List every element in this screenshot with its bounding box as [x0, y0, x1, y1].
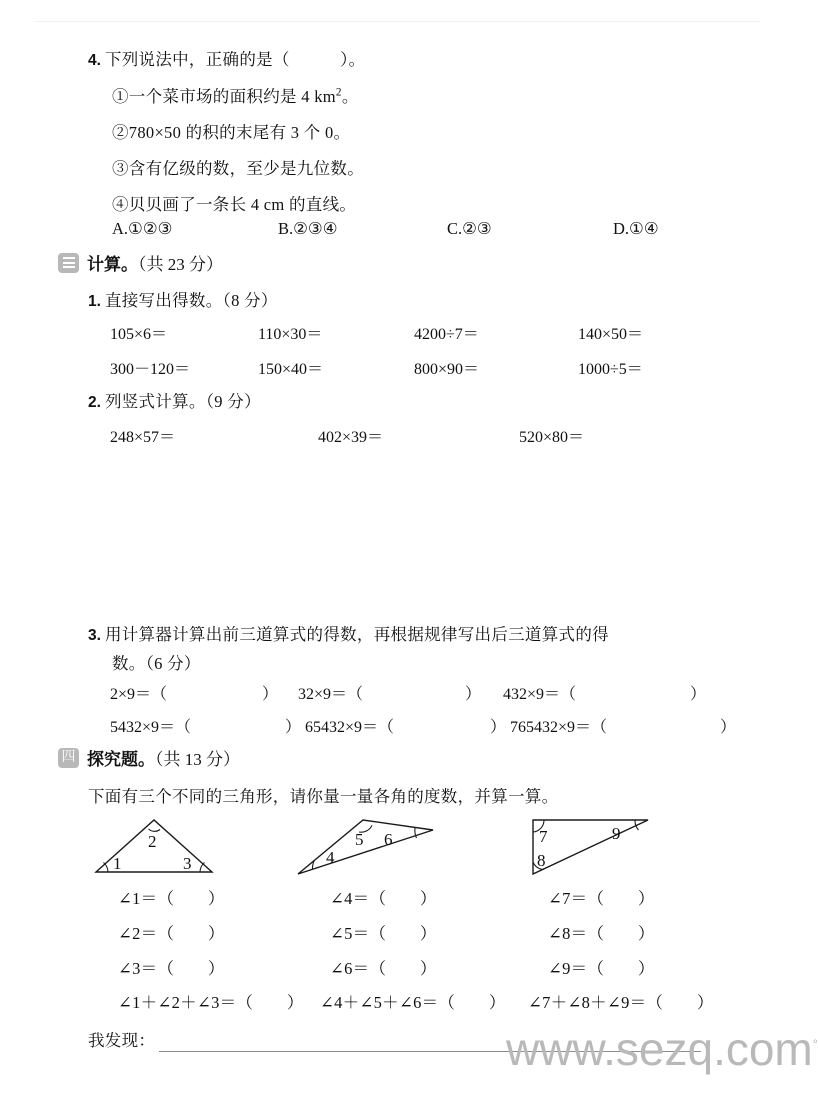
angle-label-3: 3 — [183, 854, 192, 873]
angle-question-1[interactable]: ∠1＝（ ） — [118, 889, 225, 908]
item-3-number: 3. — [88, 627, 101, 644]
question-4-option-c[interactable]: C.②③ — [447, 219, 492, 238]
angle-question-9[interactable]: ∠9＝（ ） — [548, 959, 655, 978]
angle-label-2: 2 — [148, 832, 157, 851]
angle-label-7: 7 — [539, 827, 548, 846]
item-2-number: 2. — [88, 394, 101, 411]
item-2-expr-1: 248×57＝ — [110, 429, 176, 446]
item-2-expr-2: 402×39＝ — [318, 429, 384, 446]
item-2-expr-3: 520×80＝ — [519, 429, 585, 446]
item-1-number: 1. — [88, 293, 101, 310]
question-4-option-d[interactable]: D.①④ — [613, 219, 659, 238]
right-triangle-figure — [523, 812, 668, 880]
angle-sum-row-1[interactable]: ∠1＋∠2＋∠3＝（ ） — [118, 993, 304, 1012]
item-3-row1-expr-3: 432×9＝（ — [503, 686, 577, 703]
question-4-stem-row — [88, 46, 366, 70]
item-1-row1-expr-1: 105×6＝ — [110, 326, 168, 343]
question-4-option-a[interactable]: A.①②③ — [112, 219, 173, 238]
question-4-option-b[interactable]: B.②③④ — [278, 219, 338, 238]
item-1-text: 直接写出得数。 — [104, 291, 223, 310]
angle-question-6[interactable]: ∠6＝（ ） — [330, 959, 437, 978]
section-4-title — [87, 745, 240, 770]
obtuse-thin-triangle-figure — [293, 812, 453, 880]
angle-question-5[interactable]: ∠5＝（ ） — [330, 924, 437, 943]
angle-sum-row-2[interactable]: ∠4＋∠5＋∠6＝（ ） — [320, 993, 506, 1012]
bars-glyph — [63, 257, 75, 268]
section-3-item-3-heading — [88, 621, 609, 645]
scan-ghost-artifact — [62, 450, 77, 519]
item-3-row1-close-3: ） — [690, 686, 707, 703]
angle-question-3[interactable]: ∠3＝（ ） — [118, 959, 225, 978]
top-divider-rule — [34, 21, 760, 22]
question-4-stem: 下列说法中，正确的是（ ）。 — [104, 50, 366, 69]
section-4-points: （共 13 分） — [155, 750, 240, 769]
item-1-row2-expr-4: 1000÷5＝ — [578, 361, 643, 378]
section-3-item-1-heading — [88, 287, 278, 311]
angle-label-8: 8 — [537, 851, 546, 870]
item-3-row1-close-1: ） — [262, 686, 279, 703]
angle-label-5: 5 — [355, 830, 364, 849]
item-1-row1-expr-2: 110×30＝ — [258, 326, 323, 343]
item-1-row2-expr-1: 300－120＝ — [110, 361, 191, 378]
section-3-item-3-heading-line-2 — [112, 650, 201, 674]
item-3-row2-close-1: ） — [285, 719, 302, 736]
section-4-instruction: 下面有三个不同的三角形，请你量一量各角的度数，并算一算。 — [88, 787, 559, 806]
section-3-title-text: 计算。 — [87, 255, 138, 274]
statement-1-text: ①一个菜市场的面积约是 4 km — [112, 87, 336, 106]
section-3-item-2-heading — [88, 388, 261, 412]
angle-label-4: 4 — [326, 848, 335, 867]
item-3-row2-expr-1: 5432×9＝（ — [110, 719, 192, 736]
angle-question-4[interactable]: ∠4＝（ ） — [330, 889, 437, 908]
angle-label-1: 1 — [113, 854, 122, 873]
section-3-header — [58, 250, 223, 275]
angle-sum-row-3[interactable]: ∠7＋∠8＋∠9＝（ ） — [528, 993, 714, 1012]
discovery-label: 我发现： — [88, 1031, 156, 1050]
item-1-row2-expr-2: 150×40＝ — [258, 361, 324, 378]
section-3-title — [87, 250, 223, 275]
angle-question-8[interactable]: ∠8＝（ ） — [548, 924, 655, 943]
chinese-four-glyph: 四 — [61, 749, 76, 765]
item-2-text: 列竖式计算。 — [104, 392, 206, 411]
item-2-points: （9 分） — [205, 392, 261, 411]
question-4-statement-2: ②780×50 的积的末尾有 3 个 0。 — [112, 123, 351, 142]
watermark-text: www.sezq.com — [506, 1023, 813, 1075]
item-3-row1-close-2: ） — [465, 686, 482, 703]
item-3-points: （6 分） — [145, 654, 201, 673]
question-4-statement-4: ④贝贝画了一条长 4 cm 的直线。 — [112, 195, 357, 214]
item-3-row2-expr-2: 65432×9＝（ — [305, 719, 395, 736]
isosceles-triangle-figure — [86, 812, 236, 880]
angle-question-2[interactable]: ∠2＝（ ） — [118, 924, 225, 943]
section-4-header — [58, 745, 240, 770]
section-3-marker-icon — [58, 253, 79, 273]
item-3-text-line-1: 用计算器计算出前三道算式的得数，再根据规律写出后三道算式的得 — [104, 625, 609, 644]
statement-1-superscript: 2 — [335, 86, 342, 99]
question-4-number: 4. — [88, 52, 101, 69]
item-3-row1-expr-1: 2×9＝（ — [110, 686, 168, 703]
item-1-row1-expr-4: 140×50＝ — [578, 326, 644, 343]
item-3-row2-close-2: ） — [490, 719, 507, 736]
item-1-row1-expr-3: 4200÷7＝ — [414, 326, 479, 343]
section-4-title-text: 探究题。 — [87, 750, 155, 769]
statement-1-tail: 。 — [341, 87, 359, 106]
section-4-marker-icon — [58, 748, 79, 768]
question-4-statement-3: ③含有亿级的数，至少是九位数。 — [112, 159, 364, 178]
item-1-points: （8 分） — [222, 291, 278, 310]
watermark-degree-mark: ° — [812, 1036, 818, 1052]
item-1-row2-expr-3: 800×90＝ — [414, 361, 480, 378]
section-3-points: （共 23 分） — [138, 255, 223, 274]
question-4-statement-1 — [112, 83, 359, 107]
angle-label-9: 9 — [612, 824, 621, 843]
item-3-row1-expr-2: 32×9＝（ — [298, 686, 364, 703]
angle-question-7[interactable]: ∠7＝（ ） — [548, 889, 655, 908]
site-watermark — [506, 1022, 818, 1076]
item-3-text-line-2: 数。 — [112, 654, 146, 673]
item-3-row2-expr-3: 765432×9＝（ — [510, 719, 608, 736]
item-3-row2-close-3: ） — [720, 719, 737, 736]
angle-label-6: 6 — [384, 830, 393, 849]
